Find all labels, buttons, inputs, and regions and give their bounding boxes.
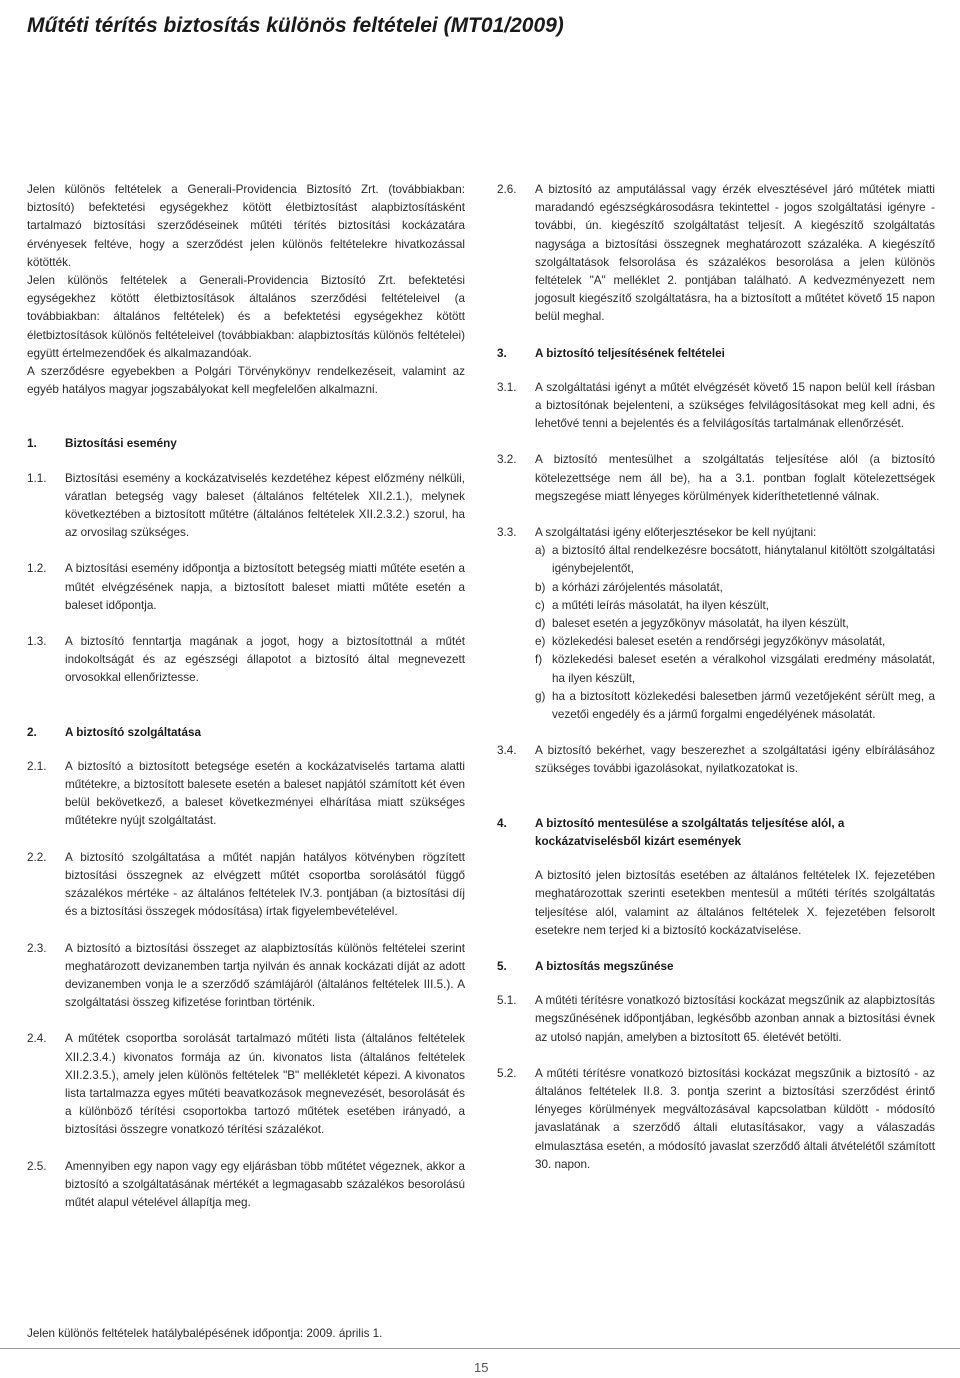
clause	[27, 1158, 465, 1213]
section-title: Biztosítási esemény	[65, 437, 177, 451]
clause-text: A biztosító bekérhet, vagy beszerezhet a szolgáltatási igény elbírálásához szükséges további igazolásokat, nyilatkozatokat is.	[535, 744, 935, 776]
list-item-letter: a)	[535, 544, 546, 558]
clause-number: 2.1.	[27, 759, 47, 773]
clause-text: A műtétek csoportba sorolását tartalmazó műtéti lista (általános feltételek XII.2.3.4.) kivonatos formája az ún. kivonatos lista (általános feltételek XII.2.3.5.), amely jelen különös feltételek "B" mellékletét képezi. A kivonatos lista tartalmazza egyes műtéti beavatkozások megnevezését, besorolását és a különböző térítési csoportokba tartozó műtétek esetében irányadó, a biztosítási összegre vonatkozó térítési százalékot.	[65, 1032, 465, 1137]
list-item	[535, 542, 935, 578]
clause	[497, 451, 935, 506]
clause	[27, 470, 465, 543]
clause-text: A biztosítási esemény időpontja a biztosított betegség miatti műtéte esetén a műtét elvégzésének napja, a biztosított baleset miatti műtéte esetén a baleset időpontja.	[65, 562, 465, 612]
list-item-text: ha a biztosított közlekedési balesetben jármű vezetőjeként sérült meg, a vezetői engedély és a jármű forgalmi engedélyének másolatát.	[552, 689, 935, 722]
list-item-letter: c)	[535, 598, 545, 612]
clause	[27, 758, 465, 831]
left-column	[27, 181, 465, 1212]
intro-paragraph: Jelen különös feltételek a Generali-Providencia Biztosító Zrt. befektetési egységekhez kötött életbiztosítások általános szerződési feltételeivel (a továbbiakban: általános feltételek) és a befektetési egységekhez kötött életbiztosítások különös feltételeivel (továbbiakban: alapbiztosítás különös feltételei) együtt értelmezendőek és alkalmazandóak.	[27, 274, 465, 360]
clause	[497, 742, 935, 778]
page-number: 15	[474, 1360, 489, 1375]
clause	[27, 633, 465, 688]
right-column	[497, 181, 935, 1174]
list-item-text: a műtéti leírás másolatát, ha ilyen készült,	[552, 598, 769, 612]
section-heading	[27, 435, 465, 453]
list-item-text: a kórházi zárójelentés másolatát,	[552, 580, 723, 594]
section-heading	[27, 724, 465, 742]
clause	[497, 379, 935, 434]
clause-number: 1.2.	[27, 562, 47, 576]
clause	[497, 1065, 935, 1174]
clause-text: Amennyiben egy napon vagy egy eljárásban több műtétet végeznek, akkor a biztosító a szolgáltatásának mértékét a legmagasabb százalékos besorolású műtét alapul vételével állapítja meg.	[65, 1159, 465, 1209]
list-item-text: baleset esetén a jegyzőkönyv másolatát, ha ilyen készült,	[552, 617, 849, 631]
clause-number: 3.3.	[497, 526, 517, 540]
clause-number: 2.2.	[27, 850, 47, 864]
clause-text: A biztosító mentesülhet a szolgáltatás teljesítése alól (a biztosító kötelezettsége nem áll be), ha a 3.1. pontban foglalt kötelezettségek megszegése miatt lényeges körülmények kideríthetetlenné válnak.	[535, 453, 935, 503]
section-number: 4.	[497, 816, 507, 830]
clause-number: 2.6.	[497, 183, 517, 196]
section-number: 5.	[497, 959, 507, 973]
clause-text: Biztosítási esemény a kockázatviselés kezdetéhez képest előzmény nélküli, váratlan betegség vagy baleset (általános feltételek XII.2.1.), melynek következtében a biztosított műtétre (általános feltételek XII.2.3.2.) szorul, ha az orvosilag szükséges.	[65, 471, 465, 540]
clause-text: A biztosító a biztosítási összeget az alapbiztosítás különös feltételei szerint meghatározott devizanemben tartja nyilván és annak kockázati díját az adott devizanemben vonja le a szerződő számlájáról (általános feltételek III.5.). A szolgáltatási összeg kifizetése forintban történik.	[65, 941, 465, 1010]
list-item-letter: d)	[535, 617, 546, 631]
clause-text: A biztosító az amputálással vagy érzék elvesztésével járó műtétek miatti maradandó egészségkárosodásra tekintettel - jogos szolgáltatási igényre - további, ún. kiegészítő szolgáltatást teljesít. A kiegészítő szolgáltatás nagysága a biztosítási összegnek meghatározott százaléka. A kiegészítő szolgáltatások felsorolása és százalékos besorolása a jelen különös feltételek "A" melléklet 2. pontjában található. A kedvezményezett nem jogosult kiegészítő szolgáltatásra, ha a biztosított a műtétet követő 15 napon belül meghal.	[535, 183, 935, 324]
clause-number: 3.4.	[497, 744, 517, 758]
clause-text: A szolgáltatási igény előterjesztésekor be kell nyújtani:	[535, 526, 817, 540]
clause-number: 2.3.	[27, 941, 47, 955]
list-item	[535, 633, 935, 651]
list-item	[535, 651, 935, 687]
clause-number: 2.4.	[27, 1032, 47, 1046]
clause-number: 3.1.	[497, 380, 517, 394]
clause-text: A műtéti térítésre vonatkozó biztosítási kockázat megszűnik a biztosító - az általános feltételek II.8. 3. pontja szerint a biztosítási szerződést érintő lényeges körülmények megváltozásával kapcsolatban küldött - módosító javaslatának a szerződő általi elutasításakor, vagy a válaszadás elmulasztása esetén, a módosító javaslat szerződő általi átvételétől számított 30. napon.	[535, 1066, 935, 1171]
section-heading	[497, 815, 935, 851]
footer-divider	[0, 1348, 960, 1349]
clause-number: 3.2.	[497, 453, 517, 467]
clause	[497, 181, 935, 327]
list-item-text: a biztosító által rendelkezésre bocsátott, hiánytalanul kitöltött szolgáltatási igénybejelentőt,	[552, 544, 935, 576]
clause	[497, 992, 935, 1047]
clause-number: 5.2.	[497, 1066, 517, 1080]
clause	[27, 940, 465, 1013]
clause-text: A biztosító a biztosított betegsége esetén a kockázatviselés tartama alatti műtétekre, a biztosított balesete esetén a baleset napjától számított két éven belül bekövetkező, a baleset következményei elhárítása miatt szükséges műtétekre nyújt szolgáltatást.	[65, 759, 465, 828]
intro-paragraph: A szerződésre egyebekben a Polgári Törvénykönyv rendelkezéseit, valamint az egyéb hatályos magyar jogszabályokat kell megfelelően alkalmazni.	[27, 365, 465, 397]
section-title: A biztosító teljesítésének feltételei	[535, 346, 725, 360]
clause	[27, 849, 465, 922]
page-title: Műtéti térítés biztosítás különös feltételei (MT01/2009)	[27, 14, 564, 37]
list-item-letter: b)	[535, 580, 546, 594]
clause-number: 5.1.	[497, 994, 517, 1008]
list-item	[535, 597, 935, 615]
section-title: A biztosító szolgáltatása	[65, 725, 201, 739]
clause-number: 2.5.	[27, 1159, 47, 1173]
section-number: 3.	[497, 346, 507, 360]
section-heading	[497, 345, 935, 363]
list-item	[535, 615, 935, 633]
section-paragraph	[497, 867, 935, 940]
section-heading	[497, 958, 935, 976]
clause	[27, 1030, 465, 1139]
section-number: 2.	[27, 725, 37, 739]
list-item-text: közlekedési baleset esetén a véralkohol vizsgálati eredmény másolatát, ha ilyen készült,	[552, 653, 935, 685]
clause	[27, 560, 465, 615]
clause-number: 1.1.	[27, 471, 47, 485]
list-item-letter: g)	[535, 689, 546, 703]
clause-text: A biztosító szolgáltatása a műtét napján hatályos kötvényben rögzített biztosítási összegnek az elvégzett műtét csoportba sorolásától függő százalékos mértéke - az általános feltételek IV.3. pontjában (a biztosítási díj és a biztosítási összegek módosítása) írtak figyelembevételével.	[65, 850, 465, 919]
list-item	[535, 579, 935, 597]
clause-number: 1.3.	[27, 635, 47, 649]
intro-paragraph: Jelen különös feltételek a Generali-Providencia Biztosító Zrt. (továbbiakban: biztosító) befektetési egységekhez kötött életbiztosítást alapbiztosításként tartalmazó biztosítási szerződéseinek műtéti térítés biztosítási kockázatára érvényesek feltéve, hogy a szerződést jelen különös feltételekre hivatkozással kötötték.	[27, 183, 465, 269]
document-list	[535, 542, 935, 724]
list-item-text: közlekedési baleset esetén a rendőrségi jegyzőkönyv másolatát,	[552, 635, 886, 649]
list-item	[535, 688, 935, 724]
clause-text: A műtéti térítésre vonatkozó biztosítási kockázat megszűnik az alapbiztosítás megszűnésének időpontjában, legkésőbb azonban annak a biztosítási évnek az utolsó napján, amelyben a biztosított 65. életévét betölti.	[535, 994, 935, 1044]
section-title: A biztosító mentesülése a szolgáltatás teljesítése alól, a kockázatviselésből kizárt események	[535, 816, 845, 848]
section-number: 1.	[27, 437, 37, 451]
clause-text: A szolgáltatási igényt a műtét elvégzését követő 15 napon belül kell írásban a biztosítónak bejelenteni, a szükséges felvilágosításokat meg kell adni, és lehetővé tenni a bejelentés és a felvilágosítás tartalmának ellenőrzését.	[535, 380, 935, 431]
list-item-letter: e)	[535, 635, 546, 649]
clause-text: A biztosító fenntartja magának a jogot, hogy a biztosítottnál a műtét indokoltságát és az egészségi állapotot a biztosító által megnevezett orvosokkal ellenőriztesse.	[65, 635, 465, 685]
section-title: A biztosítás megszűnése	[535, 959, 674, 973]
clause	[497, 524, 935, 724]
section-text: A biztosító jelen biztosítás esetében az általános feltételek IX. fejezetében meghatározottak szerinti esetekben mentesül a műtéti térítés szolgáltatás teljesítése alól, valamint az általános feltételek X. fejezetében felsorolt esetekre nem terjed ki a biztosító kockázatviselése.	[535, 869, 935, 937]
effective-date-note: Jelen különös feltételek hatálybalépésének időpontja: 2009. április 1.	[27, 1327, 383, 1340]
list-item-letter: f)	[535, 653, 543, 667]
